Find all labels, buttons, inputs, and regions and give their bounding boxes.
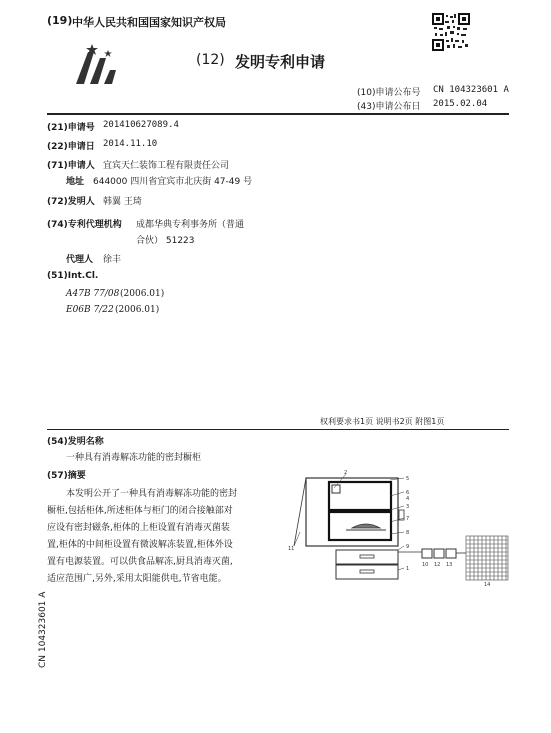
agent-label: 代理人 bbox=[66, 255, 94, 265]
power-device-2 bbox=[434, 549, 444, 558]
office-code: (19) bbox=[47, 14, 73, 27]
inventor-label: (72)发明人 bbox=[47, 197, 95, 207]
sipo-logo-icon bbox=[70, 40, 122, 92]
drawer-2 bbox=[336, 565, 398, 579]
applicant: 宜宾天仁装饰工程有限责任公司 bbox=[103, 161, 230, 171]
label-1: 1 bbox=[406, 566, 410, 572]
power-device-1 bbox=[422, 549, 432, 558]
abstract-line-1: 本发明公开了一种具有消毒解冻功能的密封 bbox=[66, 489, 238, 499]
ipc-code-2: E06B 7/22 bbox=[66, 305, 114, 315]
app-no: 201410627089.4 bbox=[103, 120, 179, 130]
section-rule bbox=[47, 429, 509, 430]
address-label: 地址 bbox=[66, 177, 85, 187]
label-6: 6 bbox=[406, 490, 410, 496]
office-name: 中华人民共和国国家知识产权局 bbox=[72, 16, 226, 29]
drawer-1 bbox=[336, 550, 398, 564]
label-14: 14 bbox=[484, 582, 491, 588]
address: 644000 四川省宜宾市北庆街 47-49 号 bbox=[93, 177, 253, 187]
invention-title: 一种具有消毒解冻功能的密封橱柜 bbox=[66, 453, 202, 463]
label-9: 9 bbox=[406, 544, 410, 550]
label-4: 4 bbox=[406, 496, 410, 502]
upper-compartment bbox=[329, 482, 391, 510]
power-device-3 bbox=[446, 549, 456, 558]
pub-date-label: (43)申请公布日 bbox=[357, 102, 421, 112]
abstract-line-4: 置,柜体的中间柜设置有微波解冻装置,柜体外设 bbox=[47, 540, 233, 550]
intcl-label: (51)Int.Cl. bbox=[47, 271, 99, 281]
abstract-line-2: 橱柜,包括柜体,所述柜体与柜门的闭合接触部对 bbox=[47, 506, 233, 516]
label-5: 5 bbox=[406, 476, 410, 482]
title-label: (54)发明名称 bbox=[47, 437, 104, 447]
app-date: 2014.11.10 bbox=[103, 139, 158, 149]
side-pub-number: CN 104323601 A bbox=[38, 591, 48, 668]
pub-date: 2015.02.04 bbox=[433, 99, 488, 109]
label-11: 11 bbox=[288, 546, 295, 552]
label-12: 12 bbox=[434, 562, 441, 568]
doc-type-code: (12) bbox=[196, 52, 225, 68]
label-13: 13 bbox=[446, 562, 453, 568]
label-7: 7 bbox=[406, 516, 410, 522]
pages-info: 权利要求书1页 说明书2页 附图1页 bbox=[320, 417, 445, 426]
ipc-year-2: (2006.01) bbox=[115, 305, 160, 315]
agency-label: (74)专利代理机构 bbox=[47, 220, 122, 230]
disinfect-device bbox=[332, 485, 340, 493]
qr-code-icon bbox=[432, 13, 470, 51]
thaw-plate bbox=[352, 524, 380, 528]
pub-no-label: (10)申请公布号 bbox=[357, 88, 421, 98]
applicant-label: (71)申请人 bbox=[47, 161, 95, 171]
agency-line1: 成都华典专利事务所（普通 bbox=[136, 220, 245, 230]
abstract-label: (57)摘要 bbox=[47, 471, 86, 481]
label-8: 8 bbox=[406, 530, 410, 536]
label-3: 3 bbox=[406, 504, 410, 510]
agent: 徐丰 bbox=[103, 255, 122, 265]
label-2: 2 bbox=[344, 470, 348, 476]
inventor: 韩翼 王琦 bbox=[103, 197, 142, 207]
doc-type: 发明专利申请 bbox=[235, 53, 326, 71]
header-rule bbox=[47, 113, 509, 115]
app-no-label: (21)申请号 bbox=[47, 123, 95, 133]
ipc-code-1: A47B 77/08 bbox=[66, 289, 120, 299]
agency-line2: 合伙） 51223 bbox=[136, 236, 195, 246]
app-date-label: (22)申请日 bbox=[47, 142, 95, 152]
pub-no: CN 104323601 A bbox=[433, 85, 509, 95]
patent-drawing bbox=[286, 470, 516, 588]
abstract-line-5: 置有电源装置。可以供食品解冻,厨具消毒灭菌, bbox=[47, 557, 233, 567]
abstract-line-3: 应设有密封磁条,柜体的上柜设置有消毒灭菌装 bbox=[47, 523, 230, 533]
abstract-line-6: 适应范围广,另外,采用太阳能供电,节省电能。 bbox=[47, 574, 227, 584]
solar-panel bbox=[466, 536, 508, 580]
label-10: 10 bbox=[422, 562, 429, 568]
ipc-year-1: (2006.01) bbox=[120, 289, 165, 299]
